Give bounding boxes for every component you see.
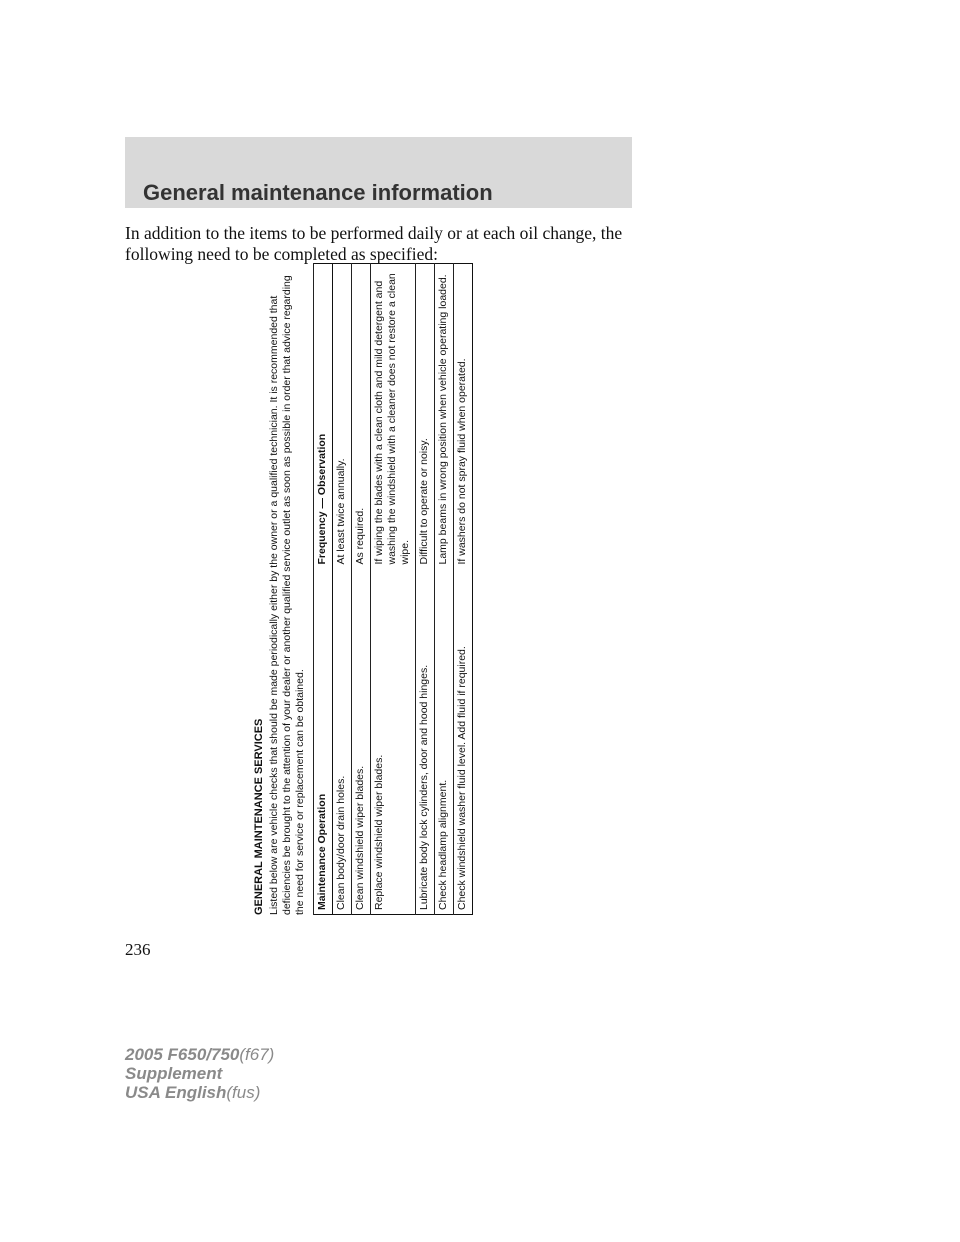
- footer-language: USA English: [125, 1083, 227, 1102]
- frequency-cell: If wiping the blades with a clean cloth and mild detergent and washing the windshield with a cleaner does not restore a clean wipe.: [371, 264, 416, 569]
- footer-line-3: [125, 1083, 274, 1102]
- table-row: [352, 264, 371, 915]
- footer-model-code: (f67): [239, 1045, 275, 1064]
- services-description: Listed below are vehicle checks that should be made periodically either by the owner or a qualified technician. It is recommended that deficiencies be brought to the attention of your dealer or another qualified service outlet as soon as possible in order that advice regarding the need for service or replacement can be obtained.: [268, 275, 306, 915]
- operation-cell: Clean body/door drain holes.: [333, 569, 352, 915]
- frequency-cell: Difficult to operate or noisy.: [416, 264, 435, 569]
- frequency-cell: As required.: [352, 264, 371, 569]
- table-row: [333, 264, 352, 915]
- frequency-cell: At least twice annually.: [333, 264, 352, 569]
- page-title: General maintenance information: [143, 180, 493, 205]
- services-heading: GENERAL MAINTENANCE SERVICES: [253, 718, 265, 915]
- operation-cell: Check headlamp alignment.: [435, 569, 454, 915]
- footer: [125, 1045, 274, 1102]
- footer-supplement: Supplement: [125, 1064, 223, 1083]
- footer-line-2: [125, 1064, 274, 1083]
- table-row: [435, 264, 454, 915]
- rotated-content: [252, 264, 504, 915]
- column-header-frequency: Frequency — Observation: [314, 264, 333, 569]
- rotated-table-block: [252, 264, 504, 915]
- operation-cell: Lubricate body lock cylinders, door and hood hinges.: [416, 569, 435, 915]
- table-row: [416, 264, 435, 915]
- operation-cell: Check windshield washer fluid level. Add fluid if required.: [454, 569, 473, 915]
- frequency-cell: Lamp beams in wrong position when vehicle operating loaded.: [435, 264, 454, 569]
- frequency-cell: If washers do not spray fluid when operated.: [454, 264, 473, 569]
- footer-line-1: [125, 1045, 274, 1064]
- operation-cell: Replace windshield wiper blades.: [371, 569, 416, 915]
- table-row: [454, 264, 473, 915]
- footer-model: 2005 F650/750: [125, 1045, 240, 1064]
- operation-cell: Clean windshield wiper blades.: [352, 569, 371, 915]
- page-number: 236: [125, 940, 151, 959]
- column-header-operation: Maintenance Operation: [314, 569, 333, 915]
- table-row: [371, 264, 416, 915]
- maintenance-table: [313, 263, 473, 915]
- intro-paragraph: In addition to the items to be performed daily or at each oil change, the following need to be completed as specified:: [125, 223, 623, 264]
- footer-language-code: (fus): [226, 1083, 261, 1102]
- table-header-row: [314, 264, 333, 915]
